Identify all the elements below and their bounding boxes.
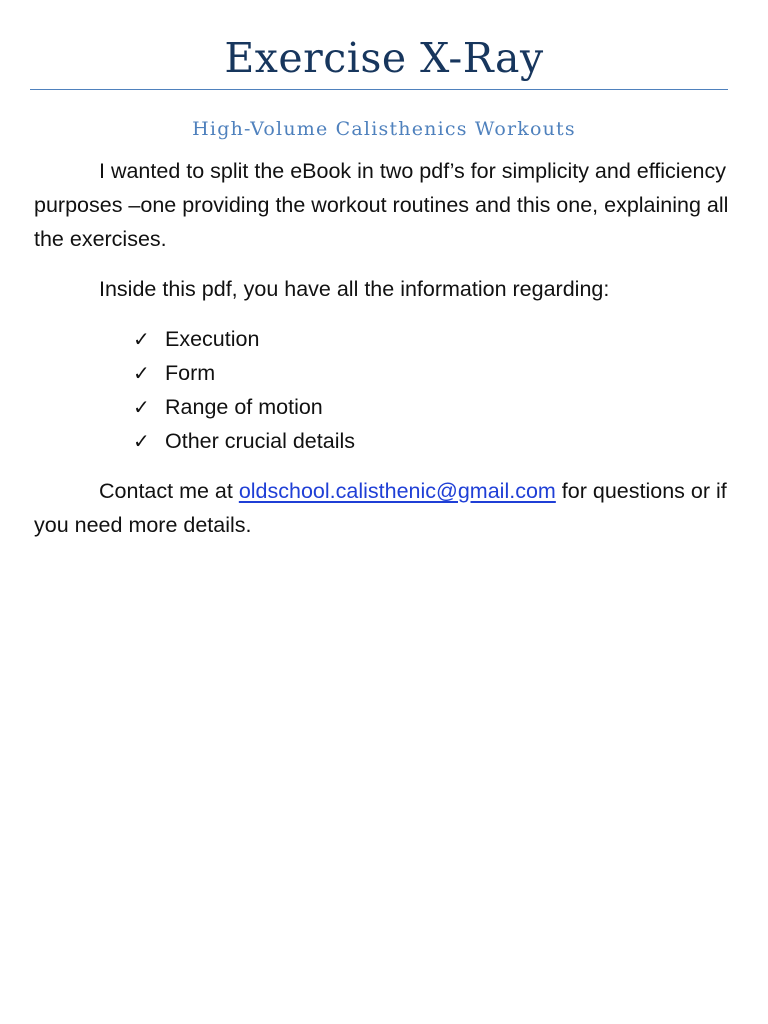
contact-paragraph [34, 474, 734, 542]
check-icon: ✓ [133, 361, 150, 385]
title-underline [30, 89, 728, 90]
contact-prefix: Contact me at [99, 479, 239, 503]
check-icon: ✓ [133, 429, 150, 453]
checklist-item-label: Other crucial details [165, 429, 355, 453]
checklist-item-label: Form [165, 361, 216, 385]
page-title: Exercise X-Ray [224, 34, 544, 82]
contact-email-link[interactable]: oldschool.calisthenic@gmail.com [238, 479, 556, 503]
checklist-item [133, 390, 734, 424]
checklist-item [133, 322, 734, 356]
check-icon: ✓ [133, 327, 150, 351]
checklist-item [133, 424, 734, 458]
page-subtitle: High-Volume Calisthenics Workouts [192, 118, 576, 140]
document-body [34, 154, 734, 542]
checklist-item-label: Range of motion [165, 395, 323, 419]
intro-paragraph: I wanted to split the eBook in two pdf’s for simplicity and efficiency purposes –one providing the workout routines and this one, explaining all the exercises. [34, 159, 729, 251]
check-icon: ✓ [133, 395, 150, 419]
checklist-item [133, 356, 734, 390]
list-intro-paragraph: Inside this pdf, you have all the information regarding: [99, 277, 610, 301]
checklist [34, 322, 734, 458]
contact-suffix: for questions or if you need more details. [34, 479, 727, 537]
checklist-item-label: Execution [165, 327, 260, 351]
